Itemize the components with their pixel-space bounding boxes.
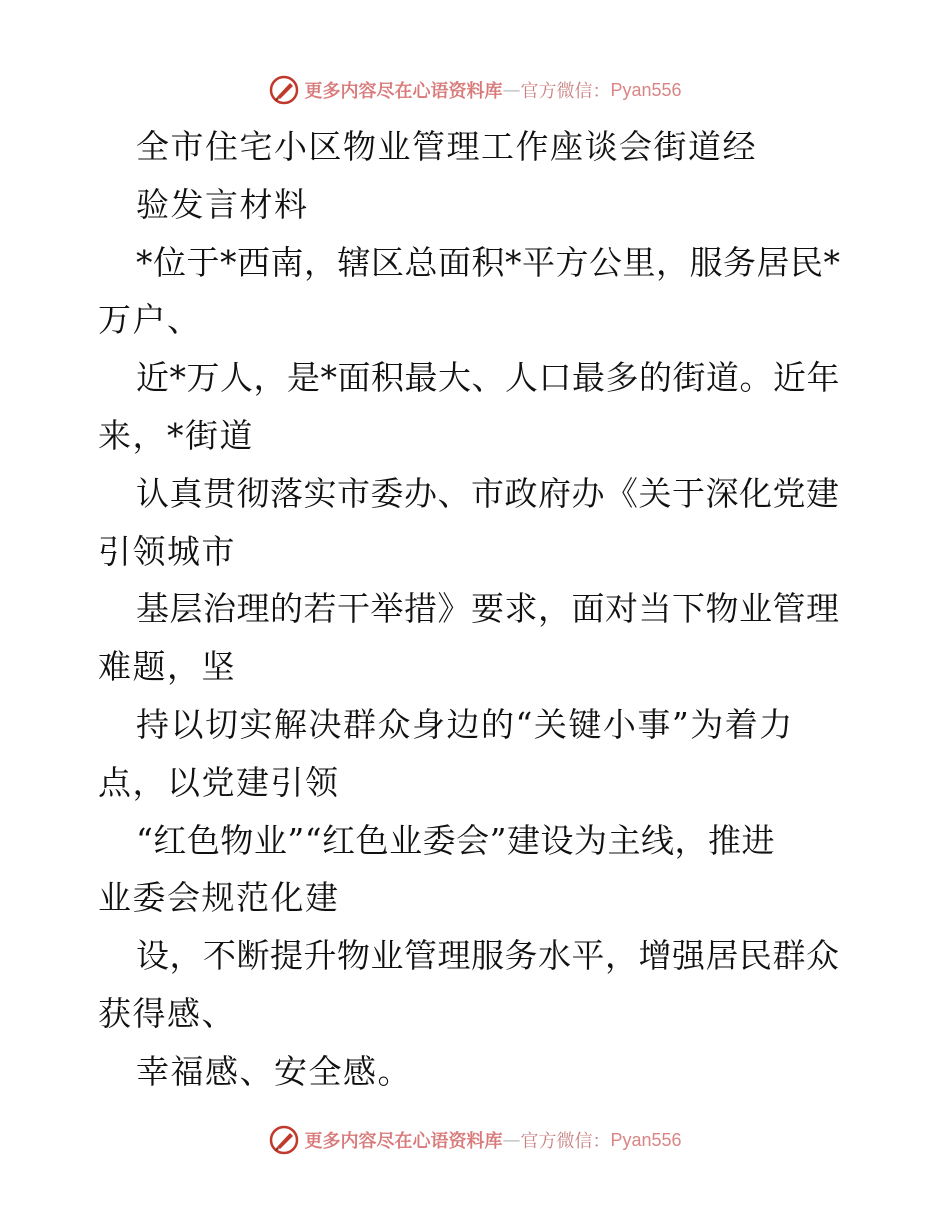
title-line-1: 全市住宅小区物业管理工作座谈会街道经	[136, 127, 757, 166]
paragraph-line: 获得感、	[98, 993, 236, 1033]
paragraph-line: 认真贯彻落实市委办、市政府办《关于深化党建	[136, 473, 840, 513]
paragraph-line: *位于*西南，辖区总面积*平方公里，服务居民*	[136, 242, 841, 282]
paragraph-line: 设，不断提升物业管理服务水平，增强居民群众	[136, 936, 840, 976]
watermark-wechat-id: Pyan556	[610, 1129, 682, 1150]
pen-logo-icon	[268, 74, 300, 106]
watermark-sub-text: 官方微信：	[520, 81, 611, 102]
footer-watermark	[0, 1120, 950, 1160]
watermark-wechat-id: Pyan556	[610, 79, 682, 100]
watermark-sub-text: 官方微信：	[520, 1131, 611, 1152]
watermark-main-text: 更多内容尽在心语资料库	[304, 81, 503, 102]
paragraph-line: 来，*街道	[98, 415, 254, 455]
paragraph-line: 引领城市	[98, 531, 236, 571]
paragraph-line: 近*万人，是*面积最大、人口最多的街道。近年	[136, 358, 840, 398]
paragraph-line: “红色物业”“红色业委会”建设为主线，推进	[136, 820, 775, 860]
paragraph-line: 持以切实解决群众身边的“关键小事”为着力	[136, 704, 794, 744]
paragraph-line: 万户、	[98, 300, 202, 340]
watermark-dash: —	[502, 1129, 521, 1151]
paragraph-line: 业委会规范化建	[98, 878, 340, 918]
paragraph-line: 幸福感、安全感。	[136, 1051, 412, 1091]
watermark-dash: —	[502, 79, 521, 101]
pen-logo-icon	[268, 1124, 300, 1156]
title-line-2: 验发言材料	[136, 184, 309, 224]
header-watermark	[0, 70, 950, 110]
paragraph-line: 难题，坚	[98, 647, 236, 687]
paragraph-line: 点，以党建引领	[98, 762, 340, 802]
watermark-main-text: 更多内容尽在心语资料库	[304, 1131, 503, 1152]
paragraph-line: 基层治理的若干举措》要求，面对当下物业管理	[136, 589, 840, 629]
document-body	[98, 118, 858, 1101]
